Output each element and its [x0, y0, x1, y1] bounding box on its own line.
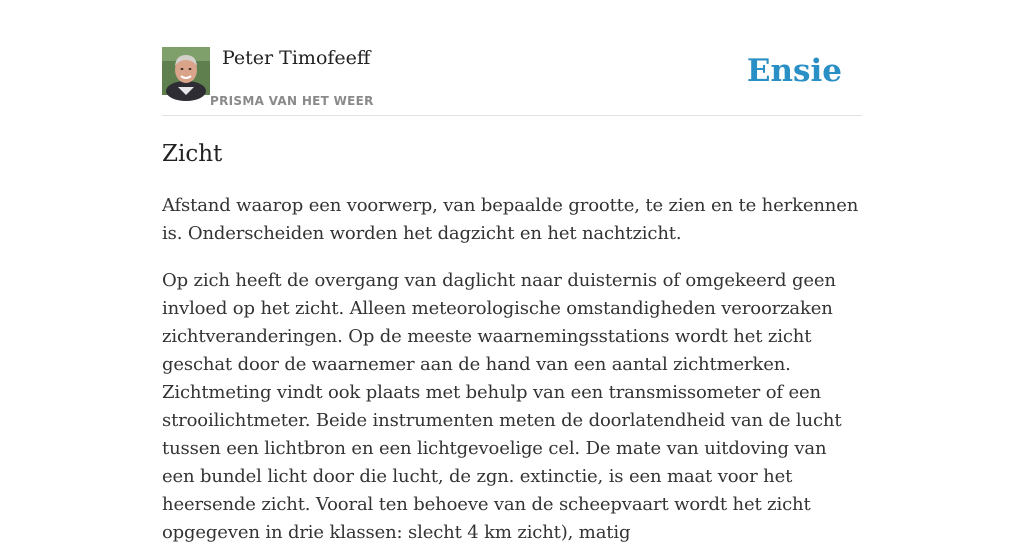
article	[162, 138, 862, 547]
author-avatar[interactable]	[162, 47, 210, 95]
source-name[interactable]: PRISMA VAN HET WEER	[210, 94, 374, 108]
author-header	[162, 46, 862, 116]
brand-logo[interactable]: Ensie	[746, 53, 842, 89]
article-paragraph: Op zich heeft de overgang van daglicht naar duisternis of omgekeerd geen invloed op het zicht. Alleen meteorologische omstandigheden veroorzaken zichtveranderingen. Op de meeste waarnemingsstations wordt het zicht geschat door de waarnemer aan de hand van een aantal zichtmerken. Zichtmeting vindt ook plaats met behulp van een transmissometer of een strooilichtmeter. Beide instrumenten meten de doorlatendheid van de lucht tussen een lichtbron en een lichtgevoelige cel. De mate van uitdoving van een bundel licht door die lucht, de zgn. extinctie, is een maat voor het heersende zicht. Vooral ten behoeve van de scheepvaart wordt het zicht opgegeven in drie klassen: slecht 4 km zicht), matig	[162, 270, 842, 543]
avatar-photo	[162, 47, 210, 95]
header-divider	[162, 115, 862, 116]
article-title: Zicht	[162, 141, 223, 167]
article-paragraph: Afstand waarop een voorwerp, van bepaalde grootte, te zien en te herkennen is. Onderscheiden worden het dagzicht en het nachtzicht.	[162, 195, 859, 244]
author-name[interactable]: Peter Timofeeff	[222, 47, 371, 69]
